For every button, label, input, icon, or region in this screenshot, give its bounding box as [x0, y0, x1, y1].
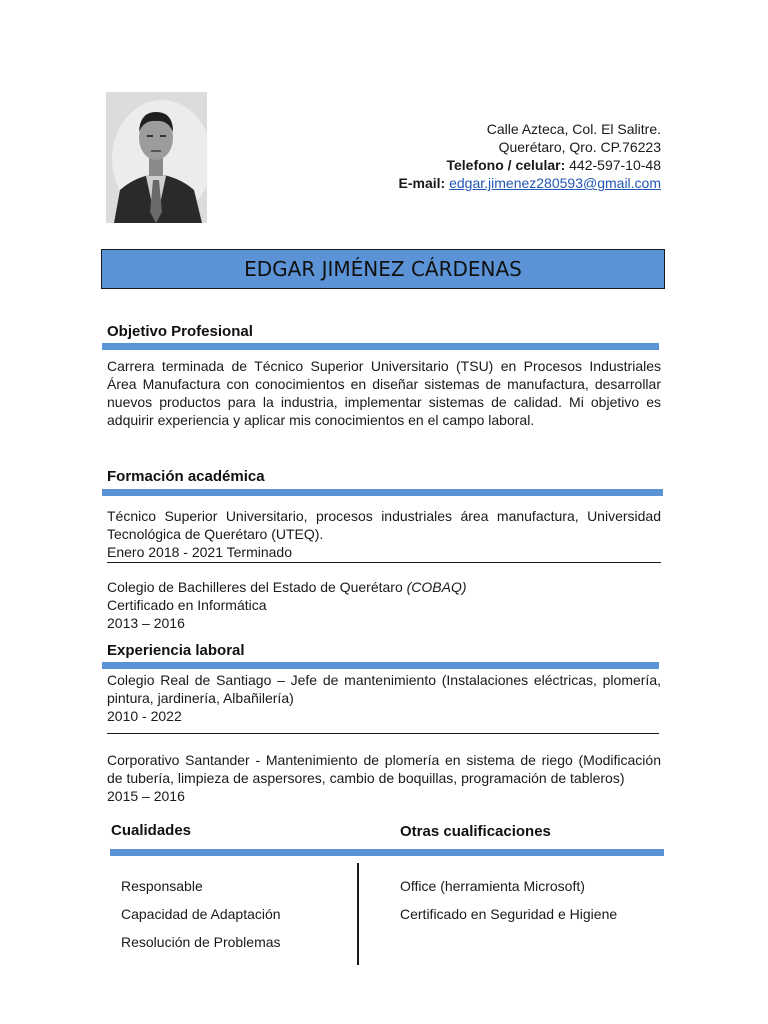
- profile-photo: [106, 92, 207, 223]
- phone-label: Telefono / celular:: [446, 157, 566, 173]
- column-divider: [357, 863, 359, 965]
- experience-entry-1: [107, 671, 661, 725]
- quality-item: Capacidad de Adaptación: [121, 906, 281, 922]
- other-heading: Otras cualificaciones: [400, 823, 551, 840]
- experience-heading: Experiencia laboral: [107, 642, 245, 659]
- education-entry-2-cert: Certificado en Informática: [107, 597, 267, 613]
- experience-entry-2: [107, 751, 661, 805]
- education-entry-1-title: Técnico Superior Universitario, procesos industriales área manufactura, Universidad Tecnológica de Querétaro (UTEQ).: [107, 508, 661, 542]
- education-entry-1: [107, 507, 661, 561]
- education-heading: Formación académica: [107, 468, 265, 485]
- other-item: Certificado en Seguridad e Higiene: [400, 906, 618, 922]
- experience-divider: [102, 662, 659, 669]
- experience-entry-1-years: 2010 - 2022: [107, 708, 182, 724]
- experience-entry-2-text: Corporativo Santander - Mantenimiento de plomería en sistema de riego (Modificación de tubería, limpieza de aspersores, cambio de boquillas, programación de tableros): [107, 752, 661, 786]
- education-entry-2-school: [107, 578, 661, 596]
- objective-text: Carrera terminada de Técnico Superior Universitario (TSU) en Procesos Industriales Área Manufactura con conocimientos en diseñar sistemas de manufactura, desarrollar nuevos productos para la industria, implementar sistemas de calidad. Mi objetivo es adquirir experiencia y aplicar mis conocimientos en el campo laboral.: [107, 358, 661, 428]
- education-entry-2-abbr: (COBAQ): [406, 579, 467, 595]
- education-entry-2-dates: 2013 – 2016: [107, 615, 185, 631]
- qualities-heading: Cualidades: [111, 822, 192, 839]
- quality-item: Resolución de Problemas: [121, 934, 281, 950]
- experience-separator: [107, 733, 659, 734]
- skills-divider: [110, 849, 664, 856]
- experience-entry-2-years: 2015 – 2016: [107, 788, 185, 804]
- education-entry-2-school-name: Colegio de Bachilleres del Estado de Querétaro: [107, 579, 407, 595]
- candidate-name: EDGAR JIMÉNEZ CÁRDENAS: [244, 257, 522, 281]
- address-line-2: Querétaro, Qro. CP.76223: [498, 139, 661, 155]
- education-entry-1-dates: Enero 2018 - 2021 Terminado: [107, 544, 292, 560]
- education-divider: [102, 489, 663, 496]
- experience-entry-1-text: Colegio Real de Santiago – Jefe de mantenimiento (Instalaciones eléctricas, plomería, pintura, jardinería, Albañilería): [107, 672, 661, 706]
- education-separator: [107, 562, 661, 563]
- email-label: E-mail:: [398, 175, 446, 191]
- objective-divider: [102, 343, 659, 350]
- phone-line: [300, 156, 661, 174]
- address-line-1: Calle Azteca, Col. El Salitre.: [486, 121, 661, 137]
- quality-item: Responsable: [121, 878, 203, 894]
- name-banner: [101, 249, 665, 289]
- objective-heading: Objetivo Profesional: [107, 323, 253, 340]
- phone-value: 442-597-10-48: [569, 157, 661, 173]
- email-link[interactable]: edgar.jimenez280593@gmail.com: [449, 175, 661, 191]
- other-item: Office (herramienta Microsoft): [400, 878, 585, 894]
- education-entry-2: [107, 578, 661, 632]
- contact-block: [300, 120, 661, 192]
- email-line: [300, 174, 661, 192]
